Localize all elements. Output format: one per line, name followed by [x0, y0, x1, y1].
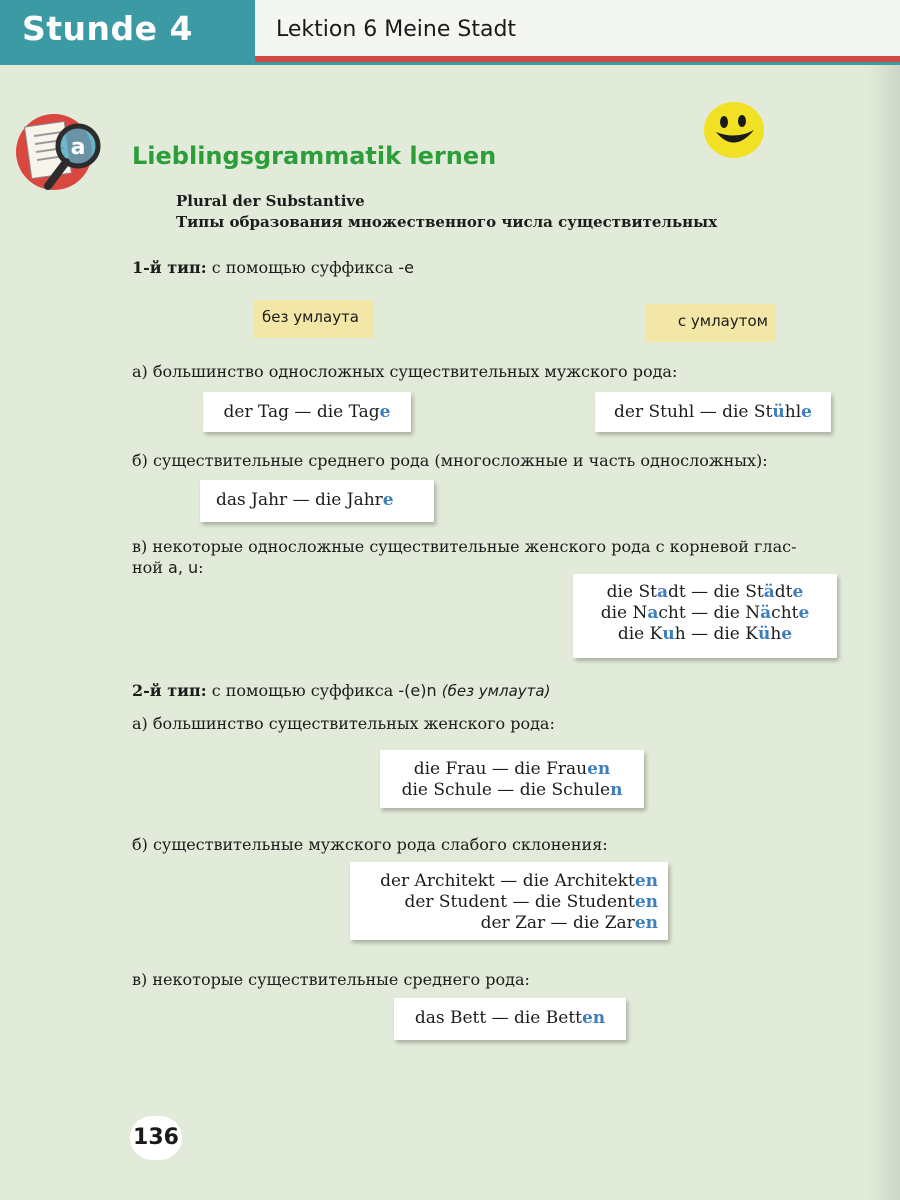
type2-heading: [132, 680, 550, 702]
example-text: das Jahr — die Jahr: [216, 490, 383, 510]
binding-shadow: [868, 65, 900, 1200]
page-number: 136: [130, 1116, 182, 1160]
example-highlight: en: [581, 1008, 606, 1028]
example-highlight: e: [801, 402, 812, 422]
tag-no-umlaut: без умлаута: [254, 300, 374, 338]
type1-b-text: б) существительные среднего рода (многосложные и часть односложных):: [132, 451, 768, 470]
type2-a-text: а) большинство существительных женского рода:: [132, 714, 555, 733]
example-box-stuhl: [595, 392, 831, 432]
example-box-tag: [203, 392, 411, 432]
example-line: der Zar — die Zaren: [480, 913, 658, 933]
example-line: der Architekt — die Architekten: [380, 871, 658, 891]
lesson-title: Lektion 6 Meine Stadt: [276, 17, 517, 42]
example-highlight: e: [382, 490, 394, 510]
type1-v-text: :: [198, 558, 204, 577]
type2-suffix: -(e)n: [398, 681, 437, 700]
example-text: der Tag — die Tag: [223, 402, 380, 422]
example-text: der Stuhl — die St: [614, 402, 773, 422]
example-line: die Frau — die Frauen: [413, 759, 611, 779]
subtitle-ru: Типы образования множественного числа существительных: [176, 213, 718, 231]
type1-v-text-line2: [132, 557, 204, 578]
smiley-icon: [702, 100, 766, 160]
example-line: die Stadt — die Städte: [606, 582, 804, 602]
svg-text:a: a: [70, 135, 86, 160]
example-line: die Schule — die Schulen: [401, 780, 623, 800]
section-title: Lieblingsgrammatik lernen: [132, 142, 497, 170]
example-box-feminine: [573, 574, 837, 658]
type2-note: (без умлаута): [441, 682, 551, 700]
example-line: die Nacht — die Nächte: [600, 603, 810, 623]
example-box-frau: [380, 750, 644, 808]
subtitle-de: Plural der Substantive: [176, 192, 365, 210]
type2-v-text: в) некоторые существительные среднего рода:: [132, 970, 530, 989]
example-line: die Kuh — die Kühe: [617, 624, 793, 644]
example-highlight: ü: [772, 402, 785, 422]
example-highlight: e: [379, 402, 391, 422]
example-text: das Bett — die Bett: [414, 1008, 582, 1028]
magnifier-icon: [14, 110, 106, 194]
example-box-bett: [394, 998, 626, 1040]
type2-b-text: б) существительные мужского рода слабого склонения:: [132, 835, 608, 854]
type1-heading: [132, 257, 414, 278]
example-box-jahr: [200, 480, 434, 522]
type1-a-text: а) большинство односложных существительных мужского рода:: [132, 362, 678, 381]
example-line: der Student — die Studenten: [404, 892, 658, 912]
type1-label: 1-й тип:: [132, 258, 207, 277]
header-stripe-teal: [0, 62, 900, 65]
stunde-tab: Stunde 4: [0, 0, 255, 62]
type2-label: 2-й тип:: [132, 681, 207, 700]
example-text: hl: [784, 402, 802, 422]
type1-v-text: ной: [132, 558, 169, 577]
type1-v-vowels: a, u: [168, 558, 199, 577]
type1-text: с помощью суффикса: [206, 258, 399, 277]
type2-text: с помощью суффикса: [206, 681, 399, 700]
type1-v-text-line1: в) некоторые односложные существительные женского рода с корневой глас-: [132, 537, 797, 556]
tag-umlaut: с умлаутом: [646, 304, 776, 342]
type1-suffix: -e: [398, 258, 415, 277]
example-box-weak-masculine: [350, 862, 668, 940]
